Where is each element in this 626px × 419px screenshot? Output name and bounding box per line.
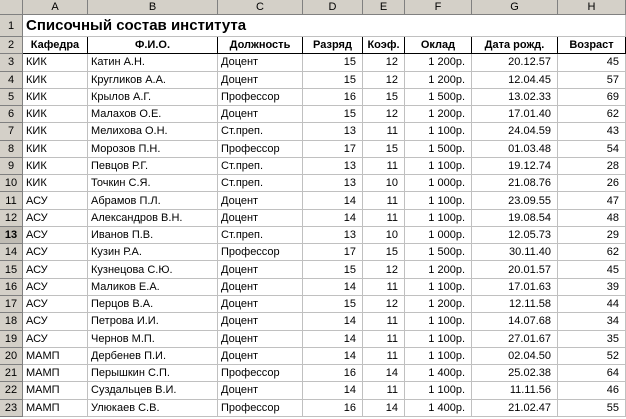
table-cell[interactable]: Маликов Е.А. <box>88 279 218 296</box>
table-cell[interactable]: КИК <box>23 89 88 106</box>
column-title[interactable]: Ф.И.О. <box>88 37 218 54</box>
table-cell[interactable]: Крылов А.Г. <box>88 89 218 106</box>
table-cell[interactable]: 1 100р. <box>405 158 472 175</box>
table-cell[interactable]: 14 <box>363 400 405 417</box>
table-cell[interactable]: 02.04.50 <box>472 348 558 365</box>
table-cell[interactable]: Точкин С.Я. <box>88 175 218 192</box>
column-header-D[interactable]: D <box>303 0 363 15</box>
table-cell[interactable]: КИК <box>23 106 88 123</box>
column-header-A[interactable]: A <box>23 0 88 15</box>
table-cell[interactable]: 14.07.68 <box>472 313 558 330</box>
table-cell[interactable]: АСУ <box>23 279 88 296</box>
table-cell[interactable]: 48 <box>558 210 626 227</box>
table-cell[interactable]: 1 500р. <box>405 244 472 261</box>
column-header-F[interactable]: F <box>405 0 472 15</box>
sheet-title[interactable]: Списочный состав института <box>23 15 626 37</box>
table-cell[interactable]: 15 <box>363 141 405 158</box>
table-cell[interactable]: МАМП <box>23 400 88 417</box>
table-cell[interactable]: 23.09.55 <box>472 192 558 209</box>
table-cell[interactable]: Улюкаев С.В. <box>88 400 218 417</box>
column-title[interactable]: Возраст <box>558 37 626 54</box>
table-cell[interactable]: 19.08.54 <box>472 210 558 227</box>
table-cell[interactable]: 15 <box>303 72 363 89</box>
row-header[interactable]: 23 <box>0 400 23 417</box>
row-header[interactable]: 4 <box>0 72 23 89</box>
table-cell[interactable]: 11.11.56 <box>472 382 558 399</box>
table-cell[interactable]: МАМП <box>23 365 88 382</box>
table-cell[interactable]: 15 <box>303 106 363 123</box>
table-cell[interactable]: Иванов П.В. <box>88 227 218 244</box>
table-cell[interactable]: Ст.преп. <box>218 227 303 244</box>
table-cell[interactable]: 39 <box>558 279 626 296</box>
table-cell[interactable]: Доцент <box>218 382 303 399</box>
row-header[interactable]: 2 <box>0 37 23 54</box>
table-cell[interactable]: 12 <box>363 54 405 71</box>
table-cell[interactable]: 47 <box>558 192 626 209</box>
table-cell[interactable]: Дербенев П.И. <box>88 348 218 365</box>
table-cell[interactable]: Перышкин С.П. <box>88 365 218 382</box>
table-cell[interactable]: АСУ <box>23 227 88 244</box>
table-cell[interactable]: Доцент <box>218 106 303 123</box>
table-cell[interactable]: 25.02.38 <box>472 365 558 382</box>
table-cell[interactable]: 69 <box>558 89 626 106</box>
table-cell[interactable]: Доцент <box>218 54 303 71</box>
table-cell[interactable]: 62 <box>558 244 626 261</box>
table-cell[interactable]: 17.01.63 <box>472 279 558 296</box>
table-cell[interactable]: 28 <box>558 158 626 175</box>
table-cell[interactable]: Певцов Р.Г. <box>88 158 218 175</box>
table-cell[interactable]: Перцов В.А. <box>88 296 218 313</box>
table-cell[interactable]: 14 <box>363 365 405 382</box>
table-cell[interactable]: 34 <box>558 313 626 330</box>
table-cell[interactable]: 1 100р. <box>405 313 472 330</box>
table-cell[interactable]: Кузнецова С.Ю. <box>88 261 218 278</box>
table-cell[interactable]: Ст.преп. <box>218 123 303 140</box>
table-cell[interactable]: 43 <box>558 123 626 140</box>
table-cell[interactable]: Мелихова О.Н. <box>88 123 218 140</box>
table-cell[interactable]: 1 100р. <box>405 348 472 365</box>
table-cell[interactable]: 1 400р. <box>405 400 472 417</box>
table-cell[interactable]: 15 <box>303 296 363 313</box>
table-cell[interactable]: 16 <box>303 400 363 417</box>
row-header[interactable]: 5 <box>0 89 23 106</box>
table-cell[interactable]: 11 <box>363 279 405 296</box>
table-cell[interactable]: 1 200р. <box>405 296 472 313</box>
table-cell[interactable]: 11 <box>363 123 405 140</box>
table-cell[interactable]: 12 <box>363 106 405 123</box>
table-cell[interactable]: Доцент <box>218 72 303 89</box>
table-cell[interactable]: Малахов О.Е. <box>88 106 218 123</box>
table-cell[interactable]: 21.02.47 <box>472 400 558 417</box>
row-header[interactable]: 10 <box>0 175 23 192</box>
column-header-C[interactable]: C <box>218 0 303 15</box>
table-cell[interactable]: 54 <box>558 141 626 158</box>
table-cell[interactable]: 12.04.45 <box>472 72 558 89</box>
table-cell[interactable]: 57 <box>558 72 626 89</box>
row-header[interactable]: 22 <box>0 382 23 399</box>
table-cell[interactable]: 16 <box>303 89 363 106</box>
row-header[interactable]: 12 <box>0 210 23 227</box>
table-cell[interactable]: АСУ <box>23 192 88 209</box>
table-cell[interactable]: Кузин Р.А. <box>88 244 218 261</box>
table-cell[interactable]: 11 <box>363 192 405 209</box>
table-cell[interactable]: 35 <box>558 331 626 348</box>
table-cell[interactable]: Доцент <box>218 313 303 330</box>
table-cell[interactable]: Доцент <box>218 261 303 278</box>
table-cell[interactable]: 19.12.74 <box>472 158 558 175</box>
row-header[interactable]: 3 <box>0 54 23 71</box>
table-cell[interactable]: КИК <box>23 72 88 89</box>
table-cell[interactable]: КИК <box>23 54 88 71</box>
table-cell[interactable]: АСУ <box>23 313 88 330</box>
table-cell[interactable]: 01.03.48 <box>472 141 558 158</box>
table-cell[interactable]: Катин А.Н. <box>88 54 218 71</box>
table-cell[interactable]: Доцент <box>218 348 303 365</box>
row-header[interactable]: 14 <box>0 244 23 261</box>
table-cell[interactable]: 13 <box>303 227 363 244</box>
table-cell[interactable]: 14 <box>303 348 363 365</box>
row-header[interactable]: 18 <box>0 313 23 330</box>
column-header-H[interactable]: H <box>558 0 626 15</box>
table-cell[interactable]: 13.02.33 <box>472 89 558 106</box>
row-header[interactable]: 7 <box>0 123 23 140</box>
table-cell[interactable]: 14 <box>303 279 363 296</box>
table-cell[interactable]: АСУ <box>23 261 88 278</box>
row-header[interactable]: 6 <box>0 106 23 123</box>
table-cell[interactable]: 12.11.58 <box>472 296 558 313</box>
column-title[interactable]: Должность <box>218 37 303 54</box>
row-header[interactable]: 11 <box>0 192 23 209</box>
table-cell[interactable]: 17.01.40 <box>472 106 558 123</box>
table-cell[interactable]: 17 <box>303 141 363 158</box>
table-cell[interactable]: Ст.преп. <box>218 175 303 192</box>
table-cell[interactable]: 11 <box>363 331 405 348</box>
table-cell[interactable]: 44 <box>558 296 626 313</box>
column-header-B[interactable]: B <box>88 0 218 15</box>
table-cell[interactable]: Профессор <box>218 244 303 261</box>
table-cell[interactable]: 13 <box>303 175 363 192</box>
table-cell[interactable]: 62 <box>558 106 626 123</box>
column-header-E[interactable]: E <box>363 0 405 15</box>
table-cell[interactable]: КИК <box>23 123 88 140</box>
table-cell[interactable]: 26 <box>558 175 626 192</box>
table-cell[interactable]: 20.12.57 <box>472 54 558 71</box>
table-cell[interactable]: 10 <box>363 175 405 192</box>
table-cell[interactable]: 46 <box>558 382 626 399</box>
table-cell[interactable]: Морозов П.Н. <box>88 141 218 158</box>
column-header-G[interactable]: G <box>472 0 558 15</box>
table-cell[interactable]: 1 500р. <box>405 89 472 106</box>
table-cell[interactable]: АСУ <box>23 296 88 313</box>
table-cell[interactable]: Доцент <box>218 210 303 227</box>
row-header[interactable]: 16 <box>0 279 23 296</box>
row-header[interactable]: 1 <box>0 15 23 37</box>
table-cell[interactable]: 13 <box>303 123 363 140</box>
row-header[interactable]: 9 <box>0 158 23 175</box>
table-cell[interactable]: 1 500р. <box>405 141 472 158</box>
table-cell[interactable]: 14 <box>303 331 363 348</box>
table-cell[interactable]: Суздальцев В.И. <box>88 382 218 399</box>
column-title[interactable]: Кафедра <box>23 37 88 54</box>
table-cell[interactable]: АСУ <box>23 244 88 261</box>
table-cell[interactable]: Абрамов П.Л. <box>88 192 218 209</box>
table-cell[interactable]: Доцент <box>218 331 303 348</box>
table-cell[interactable]: АСУ <box>23 331 88 348</box>
table-cell[interactable]: 12 <box>363 296 405 313</box>
table-cell[interactable]: 11 <box>363 348 405 365</box>
table-cell[interactable]: Александров В.Н. <box>88 210 218 227</box>
table-cell[interactable]: 1 100р. <box>405 382 472 399</box>
table-cell[interactable]: 1 000р. <box>405 175 472 192</box>
table-cell[interactable]: Профессор <box>218 89 303 106</box>
table-cell[interactable]: Профессор <box>218 141 303 158</box>
table-cell[interactable]: 15 <box>363 244 405 261</box>
table-cell[interactable]: Доцент <box>218 296 303 313</box>
table-cell[interactable]: 12 <box>363 261 405 278</box>
table-cell[interactable]: 11 <box>363 313 405 330</box>
column-title[interactable]: Коэф. <box>363 37 405 54</box>
table-cell[interactable]: КИК <box>23 141 88 158</box>
table-cell[interactable]: 52 <box>558 348 626 365</box>
table-cell[interactable]: 1 200р. <box>405 54 472 71</box>
table-cell[interactable]: 1 100р. <box>405 331 472 348</box>
table-cell[interactable]: 11 <box>363 210 405 227</box>
table-cell[interactable]: МАМП <box>23 382 88 399</box>
table-cell[interactable]: Доцент <box>218 192 303 209</box>
table-cell[interactable]: 11 <box>363 382 405 399</box>
table-cell[interactable]: 13 <box>303 158 363 175</box>
row-header[interactable]: 17 <box>0 296 23 313</box>
table-cell[interactable]: 29 <box>558 227 626 244</box>
column-title[interactable]: Оклад <box>405 37 472 54</box>
table-cell[interactable]: 1 200р. <box>405 106 472 123</box>
table-cell[interactable]: 12.05.73 <box>472 227 558 244</box>
table-cell[interactable]: 24.04.59 <box>472 123 558 140</box>
table-cell[interactable]: 27.01.67 <box>472 331 558 348</box>
table-cell[interactable]: 14 <box>303 192 363 209</box>
table-cell[interactable]: 10 <box>363 227 405 244</box>
table-cell[interactable]: 1 400р. <box>405 365 472 382</box>
table-cell[interactable]: 14 <box>303 382 363 399</box>
table-cell[interactable]: 55 <box>558 400 626 417</box>
table-cell[interactable]: 45 <box>558 261 626 278</box>
table-cell[interactable]: 21.08.76 <box>472 175 558 192</box>
table-cell[interactable]: 16 <box>303 365 363 382</box>
row-header[interactable]: 13 <box>0 227 23 244</box>
table-cell[interactable]: 20.01.57 <box>472 261 558 278</box>
table-cell[interactable]: 1 100р. <box>405 210 472 227</box>
table-cell[interactable]: 14 <box>303 313 363 330</box>
table-cell[interactable]: Профессор <box>218 365 303 382</box>
column-title[interactable]: Разряд <box>303 37 363 54</box>
table-cell[interactable]: 64 <box>558 365 626 382</box>
table-cell[interactable]: 11 <box>363 158 405 175</box>
table-cell[interactable]: МАМП <box>23 348 88 365</box>
table-cell[interactable]: Доцент <box>218 279 303 296</box>
table-cell[interactable]: Чернов М.П. <box>88 331 218 348</box>
table-cell[interactable]: 14 <box>303 210 363 227</box>
table-cell[interactable]: Петрова И.И. <box>88 313 218 330</box>
table-cell[interactable]: 45 <box>558 54 626 71</box>
select-all-corner[interactable] <box>0 0 23 15</box>
table-cell[interactable]: 1 100р. <box>405 192 472 209</box>
table-cell[interactable]: КИК <box>23 158 88 175</box>
table-cell[interactable]: 1 200р. <box>405 72 472 89</box>
row-header[interactable]: 20 <box>0 348 23 365</box>
column-title[interactable]: Дата рожд. <box>472 37 558 54</box>
table-cell[interactable]: 1 100р. <box>405 123 472 140</box>
table-cell[interactable]: 15 <box>363 89 405 106</box>
table-cell[interactable]: 17 <box>303 244 363 261</box>
table-cell[interactable]: 1 200р. <box>405 261 472 278</box>
table-cell[interactable]: 12 <box>363 72 405 89</box>
table-cell[interactable]: 15 <box>303 261 363 278</box>
table-cell[interactable]: Профессор <box>218 400 303 417</box>
table-cell[interactable]: Кругликов А.А. <box>88 72 218 89</box>
row-header[interactable]: 8 <box>0 141 23 158</box>
table-cell[interactable]: АСУ <box>23 210 88 227</box>
row-header[interactable]: 15 <box>0 261 23 278</box>
table-cell[interactable]: 1 100р. <box>405 279 472 296</box>
table-cell[interactable]: 30.11.40 <box>472 244 558 261</box>
table-cell[interactable]: 1 000р. <box>405 227 472 244</box>
table-cell[interactable]: КИК <box>23 175 88 192</box>
table-cell[interactable]: 15 <box>303 54 363 71</box>
table-cell[interactable]: Ст.преп. <box>218 158 303 175</box>
row-header[interactable]: 19 <box>0 331 23 348</box>
row-header[interactable]: 21 <box>0 365 23 382</box>
